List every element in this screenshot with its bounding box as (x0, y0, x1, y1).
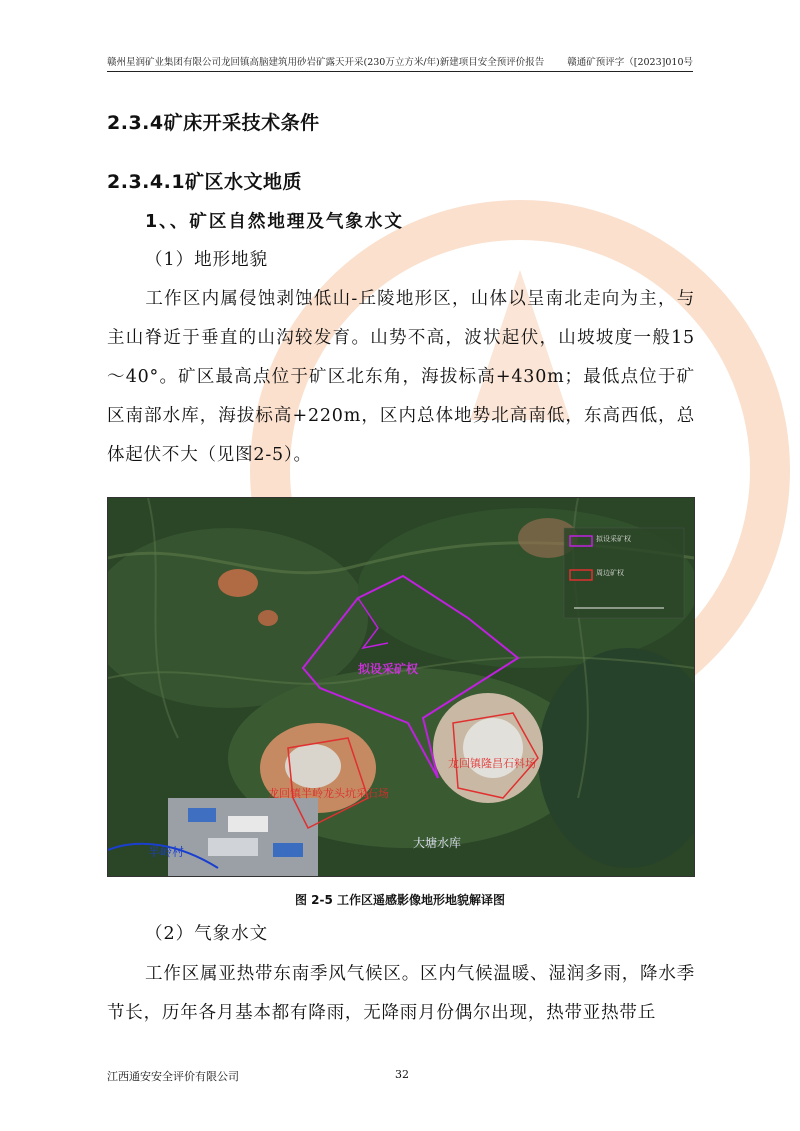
section-title: 2.3.4矿床开采技术条件 (107, 112, 320, 134)
label-village: 半岭村 (148, 845, 185, 859)
item-title: 1、、矿区自然地理及气象水文 (145, 212, 404, 232)
paragraph-terrain-text: 工作区内属侵蚀剥蚀低山-丘陵地形区，山体以呈南北走向为主，与主山脊近于垂直的山沟较发育。山势不高，波状起伏，山坡坡度一般15～40°。矿区最高点位于矿区北东角，海拔标高+430m；最低点位于矿区南部水库，海拔标高+220m，区内总体地势北高南低，东高西低，总体起伏不大（见图2-5）。 (107, 289, 695, 465)
subsection-title: 2.3.4.1矿区水文地质 (107, 171, 303, 193)
figure-caption: 图 2-5 工作区遥感影像地形地貌解译图 (294, 893, 506, 907)
label-mine-b: 龙回镇半岭龙头坑采石场 (268, 787, 389, 800)
paragraph-terrain (107, 280, 695, 475)
footer-company: 江西通安安全评价有限公司 (107, 1070, 239, 1083)
page-number: 32 (395, 1068, 409, 1081)
satellite-image (108, 498, 694, 876)
page-header (107, 50, 693, 72)
label-reservoir: 大塘水库 (413, 836, 462, 850)
label-proposed-mine: 拟设采矿权 (358, 662, 419, 676)
satellite-figure (107, 497, 695, 877)
paragraph-climate-text: 工作区属亚热带东南季风气候区。区内气候温暖、湿润多雨，降水季节长，历年各月基本都有降雨，无降雨月份偶尔出现，热带亚热带丘 (107, 964, 695, 1023)
header-doc-number: 赣通矿预评字（[2023]010号 (567, 57, 693, 68)
legend-existing: 周边矿权 (596, 569, 624, 577)
legend-proposed: 拟设采矿权 (596, 535, 631, 543)
paragraph-climate (107, 955, 695, 1033)
label-mine-a: 龙回镇隆昌石料场 (448, 757, 536, 770)
sub-item-terrain: （1）地形地貌 (145, 250, 269, 270)
sub-item-climate: （2）气象水文 (145, 924, 269, 944)
header-title: 赣州星润矿业集团有限公司龙回镇高脑建筑用砂岩矿露天开采(230万立方米/年)新建项目安全预评价报告 (107, 57, 545, 68)
